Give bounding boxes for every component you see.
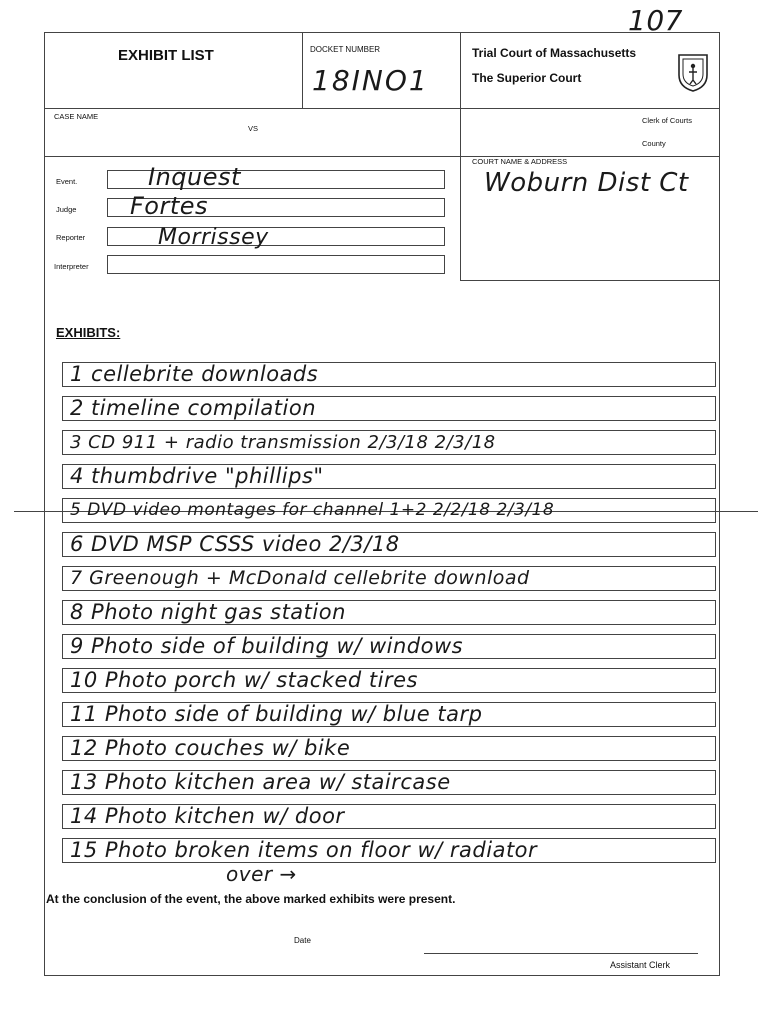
reporter-label: Reporter bbox=[56, 233, 86, 242]
clerk-signature-line bbox=[424, 953, 698, 954]
court-address-value: Woburn Dist Ct bbox=[484, 168, 689, 198]
judge-label: Judge bbox=[56, 205, 77, 214]
exhibit-row-14-text: 14 Photo kitchen w/ door bbox=[70, 804, 345, 828]
header-divider bbox=[44, 108, 720, 109]
conclusion-statement: At the conclusion of the event, the above marked exhibits were present. bbox=[46, 892, 456, 906]
exhibit-row-15-text: 15 Photo broken items on floor w/ radiator bbox=[70, 838, 538, 862]
exhibit-row-13-text: 13 Photo kitchen area w/ staircase bbox=[70, 770, 451, 794]
court-address-label: COURT NAME & ADDRESS bbox=[472, 157, 568, 166]
docket-number-label: DOCKET NUMBER bbox=[310, 45, 381, 54]
vs-label: VS bbox=[248, 124, 259, 133]
exhibit-list-title: EXHIBIT LIST bbox=[118, 47, 214, 64]
court-title: Trial Court of Massachusetts bbox=[472, 46, 637, 60]
case-name-label: CASE NAME bbox=[54, 112, 99, 121]
case-divider bbox=[44, 156, 720, 157]
corner-handwritten-number: 107 bbox=[628, 4, 683, 37]
exhibit-row-10-text: 10 Photo porch w/ stacked tires bbox=[70, 668, 418, 692]
exhibits-heading: EXHIBITS: bbox=[56, 325, 121, 340]
exhibit-row-2-text: 2 timeline compilation bbox=[70, 396, 316, 420]
exhibit-row-7-text: 7 Greenough + McDonald cellebrite download bbox=[70, 567, 530, 589]
exhibit-row-11-text: 11 Photo side of building w/ blue tarp bbox=[70, 702, 483, 726]
docket-number-value: 18INO1 bbox=[312, 64, 429, 97]
court-subtitle: The Superior Court bbox=[472, 71, 582, 85]
court-address-bottom bbox=[460, 280, 720, 281]
clerk-of-courts-label: Clerk of Courts bbox=[642, 116, 693, 125]
interpreter-field[interactable] bbox=[107, 255, 445, 274]
exhibit-row-5-text: 5 DVD video montages for channel 1+2 2/2/18 2/3/18 bbox=[70, 500, 555, 520]
docket-divider-right bbox=[460, 32, 461, 280]
exhibit-row-8-text: 8 Photo night gas station bbox=[70, 600, 346, 624]
event-label: Event. bbox=[56, 177, 78, 186]
exhibit-row-3-text: 3 CD 911 + radio transmission 2/3/18 2/3/18 bbox=[70, 432, 496, 453]
event-value: Inquest bbox=[148, 163, 241, 191]
massachusetts-seal-icon bbox=[676, 51, 710, 93]
exhibit-row-9-text: 9 Photo side of building w/ windows bbox=[70, 634, 464, 658]
exhibit-row-1-text: 1 cellebrite downloads bbox=[70, 362, 319, 386]
exhibit-row-12-text: 12 Photo couches w/ bike bbox=[70, 736, 351, 760]
assistant-clerk-label: Assistant Clerk bbox=[610, 960, 671, 970]
reporter-value: Morrissey bbox=[158, 225, 269, 250]
county-label: County bbox=[642, 139, 666, 148]
exhibit-row-6-text: 6 DVD MSP CSSS video 2/3/18 bbox=[70, 532, 400, 556]
date-label: Date bbox=[294, 936, 311, 945]
continuation-note: over → bbox=[226, 862, 297, 886]
docket-divider-left bbox=[302, 32, 303, 108]
judge-value: Fortes bbox=[130, 192, 209, 220]
exhibit-row-4-text: 4 thumbdrive "phillips" bbox=[70, 464, 324, 488]
interpreter-label: Interpreter bbox=[54, 262, 89, 271]
